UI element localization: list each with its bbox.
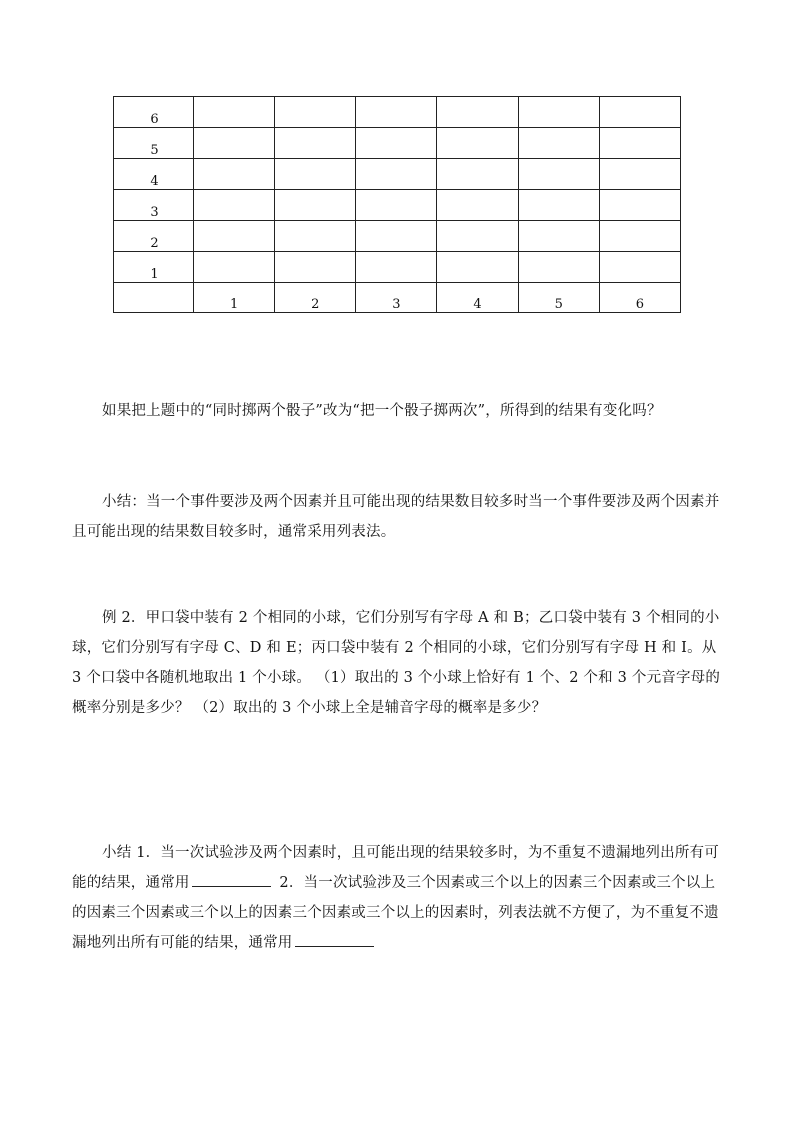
- summary-one: 小结：当一个事件要涉及两个因素并且可能出现的结果数目较多时当一个事件要涉及两个因素并且可能出现的结果数目较多时，通常采用列表法。: [72, 494, 720, 540]
- table-cell: [437, 190, 518, 221]
- row-label-text: 4: [150, 174, 159, 189]
- table-cell: [194, 190, 275, 221]
- summary-two-part2: 2．当一次试验涉及三个因素或三个以上的因素三个因素或三个以上的因素三个因素或三个以上的因素三个因素或三个以上的因素时，列表法就不方便了，为不重复不遗漏地列出所有可能的结果，通常用: [72, 875, 719, 951]
- table-cell: [599, 128, 680, 159]
- table-cell: [599, 159, 680, 190]
- table-cell: [599, 221, 680, 252]
- table-row: [114, 97, 681, 128]
- table-cell: [194, 221, 275, 252]
- table-cell: [194, 97, 275, 128]
- summary-two: [72, 838, 722, 958]
- column-label: 2: [275, 283, 356, 313]
- table-cell: [518, 190, 599, 221]
- table-cell: [599, 97, 680, 128]
- table-cell: [275, 128, 356, 159]
- answer-blank-2[interactable]: [295, 931, 374, 947]
- row-label-text: 1: [150, 267, 159, 282]
- column-label-row: [114, 283, 681, 313]
- table-cell: [275, 252, 356, 283]
- table-cell: [518, 221, 599, 252]
- table-cell: [194, 252, 275, 283]
- row-label-text: 6: [150, 112, 159, 127]
- corner-cell: [114, 283, 194, 313]
- table-cell: [356, 128, 437, 159]
- table-cell: [437, 128, 518, 159]
- column-label: 5: [518, 283, 599, 313]
- question-text: 如果把上题中的“同时掷两个骰子”改为“把一个骰子掷两次”，所得到的结果有变化吗？: [102, 403, 662, 419]
- summary-two-part1: 小结 1．当一次试验涉及两个因素时，且可能出现的结果较多时，为不重复不遗漏地列出所有可能的结果，通常用: [72, 845, 719, 891]
- row-label: [114, 190, 194, 221]
- table-cell: [356, 221, 437, 252]
- table-cell: [518, 128, 599, 159]
- column-label: 4: [437, 283, 518, 313]
- table-cell: [437, 159, 518, 190]
- table-cell: [518, 97, 599, 128]
- table-row: [114, 252, 681, 283]
- row-label-text: 5: [150, 143, 159, 158]
- row-label-text: 2: [150, 236, 159, 251]
- table-cell: [275, 190, 356, 221]
- column-label: 3: [356, 283, 437, 313]
- dice-outcome-table: [113, 96, 681, 313]
- table-cell: [437, 97, 518, 128]
- example-two: 例 2．甲口袋中装有 2 个相同的小球，它们分别写有字母 A 和 B；乙口袋中装有 3 个相同的小球，它们分别写有字母 C、D 和 E；丙口袋中装有 2 个相同的小球，它们分别写有字母 H 和 I。从 3 个口袋中各随机地取出 1 个小球。 （1）取出的 3 个小球上恰好有 1 个、2 个和 3 个元音字母的概率分别是多少？ （2）取出的 3 个小球上全是辅音字母的概率是多少？: [72, 610, 721, 716]
- table-cell: [275, 221, 356, 252]
- table-cell: [437, 252, 518, 283]
- table-cell: [518, 159, 599, 190]
- table-cell: [356, 190, 437, 221]
- table-cell: [599, 190, 680, 221]
- column-label: 6: [599, 283, 680, 313]
- table-cell: [518, 252, 599, 283]
- row-label: [114, 128, 194, 159]
- table-cell: [356, 252, 437, 283]
- row-label-text: 3: [150, 205, 159, 220]
- table-cell: [437, 221, 518, 252]
- table-cell: [356, 97, 437, 128]
- table-cell: [599, 252, 680, 283]
- column-label: 1: [194, 283, 275, 313]
- answer-blank-1[interactable]: [192, 871, 271, 887]
- table-row: [114, 159, 681, 190]
- table-cell: [194, 128, 275, 159]
- table-row: [114, 128, 681, 159]
- row-label: [114, 159, 194, 190]
- row-label: [114, 221, 194, 252]
- table-cell: [194, 159, 275, 190]
- table-cell: [356, 159, 437, 190]
- table-cell: [275, 97, 356, 128]
- table-row: [114, 190, 681, 221]
- table-row: [114, 221, 681, 252]
- row-label: [114, 97, 194, 128]
- row-label: [114, 252, 194, 283]
- table-cell: [275, 159, 356, 190]
